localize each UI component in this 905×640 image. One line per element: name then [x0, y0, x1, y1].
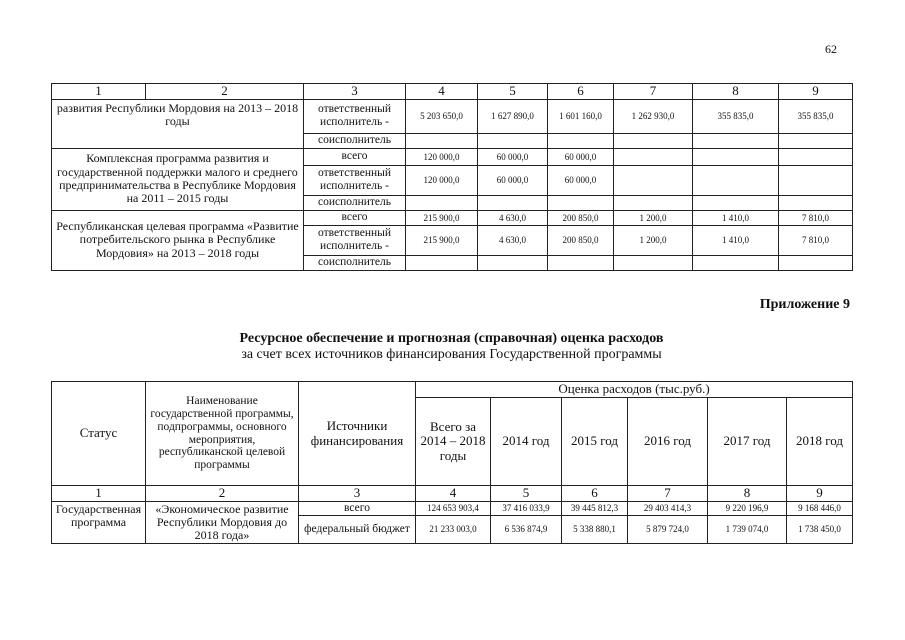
- value-cell: [693, 165, 779, 195]
- value-cell: 5 879 724,0: [628, 515, 708, 543]
- value-cell: [614, 165, 693, 195]
- value-cell: 355 835,0: [693, 99, 779, 133]
- source-cell: федеральный бюджет: [299, 515, 416, 543]
- column-number: 8: [693, 84, 779, 100]
- column-number: 6: [562, 486, 628, 502]
- column-number: 5: [491, 486, 562, 502]
- page-title: Ресурсное обеспечение и прогнозная (справочная) оценка расходов: [239, 331, 664, 346]
- column-number: 9: [779, 84, 853, 100]
- resource-table: [51, 381, 853, 544]
- value-cell: 7 810,0: [779, 210, 853, 225]
- value-cell: 5 338 880,1: [562, 515, 628, 543]
- value-cell: 1 627 890,0: [478, 99, 548, 133]
- value-cell: 215 900,0: [406, 210, 478, 225]
- header-year: 2017 год: [708, 398, 787, 486]
- value-cell: 1 739 074,0: [708, 515, 787, 543]
- value-cell: [406, 195, 478, 210]
- header-status: Статус: [52, 382, 146, 486]
- value-cell: [614, 255, 693, 270]
- column-number: 7: [628, 486, 708, 502]
- header-year: 2018 год: [787, 398, 853, 486]
- column-number: 9: [787, 486, 853, 502]
- value-cell: [779, 165, 853, 195]
- value-cell: [548, 255, 614, 270]
- column-number: 3: [299, 486, 416, 502]
- continuation-table: [51, 83, 853, 271]
- value-cell: [478, 255, 548, 270]
- value-cell: 29 403 414,3: [628, 501, 708, 515]
- column-number: 8: [708, 486, 787, 502]
- value-cell: [779, 148, 853, 165]
- value-cell: 4 630,0: [478, 225, 548, 255]
- column-number: 2: [146, 84, 304, 100]
- value-cell: [614, 148, 693, 165]
- source-cell: ответственный исполнитель -: [304, 165, 406, 195]
- header-sources: Источники финансирования: [299, 382, 416, 486]
- source-cell: ответственный исполнитель -: [304, 225, 406, 255]
- value-cell: 200 850,0: [548, 210, 614, 225]
- value-cell: [779, 255, 853, 270]
- value-cell: 5 203 650,0: [406, 99, 478, 133]
- value-cell: 39 445 812,3: [562, 501, 628, 515]
- source-cell: соисполнитель: [304, 133, 406, 148]
- source-cell: всего: [304, 210, 406, 225]
- value-cell: 1 200,0: [614, 210, 693, 225]
- value-cell: 7 810,0: [779, 225, 853, 255]
- program-status: Государственная программа: [52, 501, 146, 543]
- appendix-label: Приложение 9: [759, 297, 850, 312]
- header-year: 2014 год: [491, 398, 562, 486]
- value-cell: 60 000,0: [548, 148, 614, 165]
- value-cell: 60 000,0: [478, 148, 548, 165]
- value-cell: [779, 133, 853, 148]
- value-cell: 120 000,0: [406, 165, 478, 195]
- source-cell: соисполнитель: [304, 195, 406, 210]
- header-estimate: Оценка расходов (тыс.руб.): [416, 382, 853, 398]
- value-cell: [693, 195, 779, 210]
- header-year: 2015 год: [562, 398, 628, 486]
- column-number: 4: [416, 486, 491, 502]
- program-name: «Экономическое развитие Республики Мордовия до 2018 года»: [146, 501, 299, 543]
- program-name: Комплексная программа развития и государственной поддержки малого и среднего предпринимательства в Республике Мордовия на 2011 – 2015 годы: [52, 148, 304, 210]
- value-cell: [614, 195, 693, 210]
- value-cell: 1 200,0: [614, 225, 693, 255]
- value-cell: [548, 195, 614, 210]
- column-number: 5: [478, 84, 548, 100]
- value-cell: 9 168 446,0: [787, 501, 853, 515]
- value-cell: [693, 255, 779, 270]
- header-year: 2016 год: [628, 398, 708, 486]
- value-cell: 120 000,0: [406, 148, 478, 165]
- value-cell: 6 536 874,9: [491, 515, 562, 543]
- value-cell: 355 835,0: [779, 99, 853, 133]
- value-cell: 9 220 196,9: [708, 501, 787, 515]
- column-number: 1: [52, 84, 146, 100]
- value-cell: 215 900,0: [406, 225, 478, 255]
- column-number: 2: [146, 486, 299, 502]
- column-number: 3: [304, 84, 406, 100]
- page-number: 62: [825, 42, 837, 56]
- program-name: развития Республики Мордовия на 2013 – 2018 годы: [52, 99, 304, 148]
- value-cell: 1 601 160,0: [548, 99, 614, 133]
- program-name: Республиканская целевая программа «Развитие потребительского рынка в Республике Мордовия» на 2013 – 2018 годы: [52, 210, 304, 270]
- source-cell: соисполнитель: [304, 255, 406, 270]
- column-number: 7: [614, 84, 693, 100]
- value-cell: [779, 195, 853, 210]
- source-cell: ответственный исполнитель -: [304, 99, 406, 133]
- value-cell: 21 233 003,0: [416, 515, 491, 543]
- source-cell: всего: [304, 148, 406, 165]
- value-cell: 60 000,0: [478, 165, 548, 195]
- value-cell: 1 738 450,0: [787, 515, 853, 543]
- value-cell: [614, 133, 693, 148]
- value-cell: 1 410,0: [693, 225, 779, 255]
- value-cell: [406, 133, 478, 148]
- value-cell: [406, 255, 478, 270]
- value-cell: 1 410,0: [693, 210, 779, 225]
- value-cell: 200 850,0: [548, 225, 614, 255]
- column-number: 6: [548, 84, 614, 100]
- value-cell: [478, 195, 548, 210]
- column-number: 4: [406, 84, 478, 100]
- value-cell: 60 000,0: [548, 165, 614, 195]
- header-total: Всего за 2014 – 2018 годы: [416, 398, 491, 486]
- value-cell: [693, 133, 779, 148]
- value-cell: 1 262 930,0: [614, 99, 693, 133]
- column-number: 1: [52, 486, 146, 502]
- page-subtitle: за счет всех источников финансирования Государственной программы: [241, 347, 662, 362]
- value-cell: 4 630,0: [478, 210, 548, 225]
- source-cell: всего: [299, 501, 416, 515]
- value-cell: [478, 133, 548, 148]
- value-cell: 124 653 903,4: [416, 501, 491, 515]
- value-cell: [693, 148, 779, 165]
- header-name: Наименование государственной программы, подпрограммы, основного мероприятия, республиканской целевой программы: [146, 382, 299, 486]
- value-cell: 37 416 033,9: [491, 501, 562, 515]
- value-cell: [548, 133, 614, 148]
